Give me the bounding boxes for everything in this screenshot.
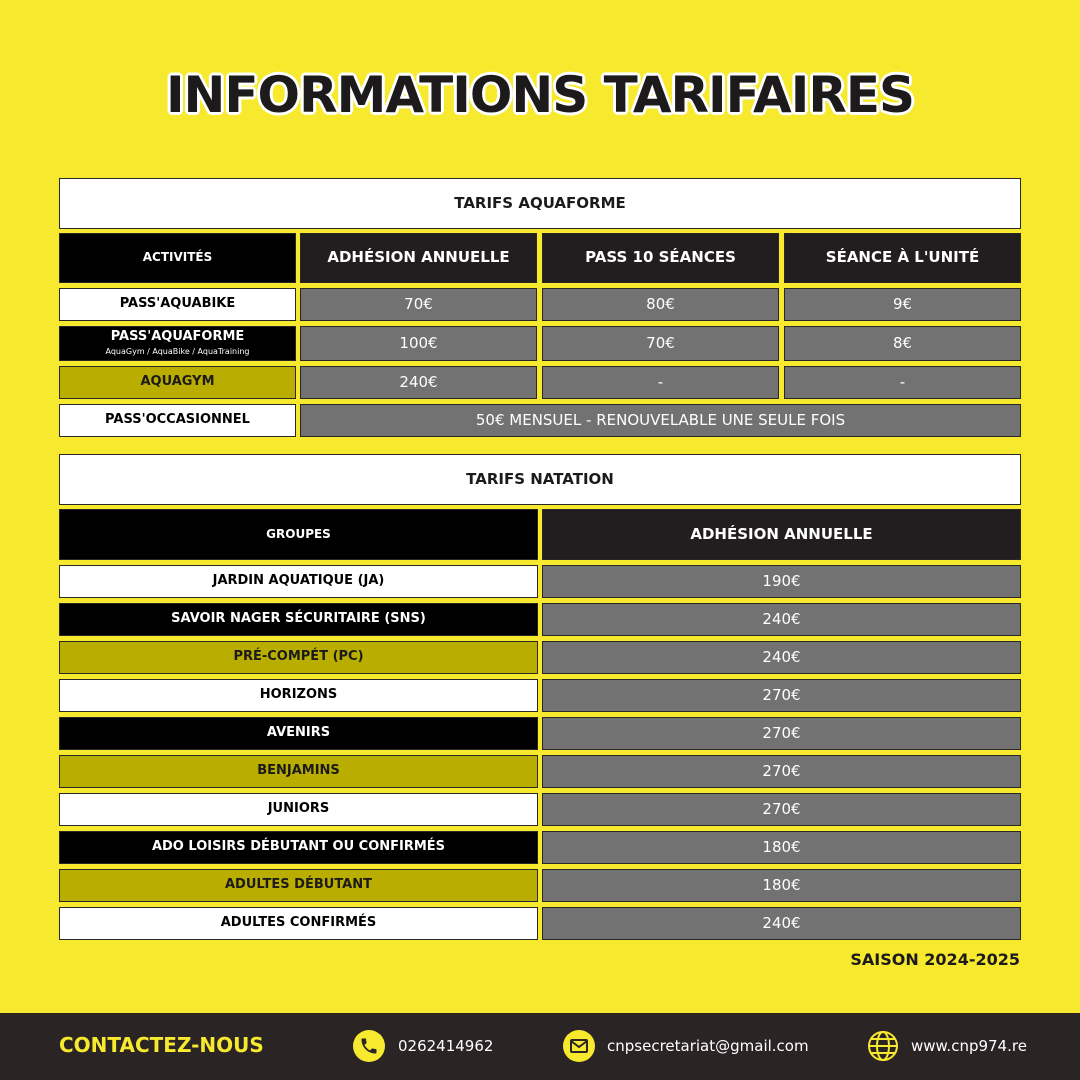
group-price: 270€ [542,755,1021,788]
season-label: SAISON 2024-2025 [850,950,1020,969]
group-label: PRÉ-COMPÉT (PC) [59,641,538,674]
phone-icon [353,1030,385,1062]
group-price: 190€ [542,565,1021,598]
natation-section-title: TARIFS NATATION [59,454,1021,505]
header-adhesion-annuelle: ADHÉSION ANNUELLE [300,233,537,283]
price-cell: 240€ [300,366,537,399]
price-cell: 9€ [784,288,1021,321]
group-label: AVENIRS [59,717,538,750]
group-label: ADO LOISIRS DÉBUTANT OU CONFIRMÉS [59,831,538,864]
header-seance-unite: SÉANCE À L'UNITÉ [784,233,1021,283]
group-price: 270€ [542,793,1021,826]
group-price: 240€ [542,603,1021,636]
group-label: BENJAMINS [59,755,538,788]
globe-icon [867,1030,899,1062]
group-label: HORIZONS [59,679,538,712]
header-groupes: GROUPES [59,509,538,560]
price-cell: 70€ [300,288,537,321]
group-price: 270€ [542,717,1021,750]
group-price: 180€ [542,831,1021,864]
contact-label: CONTACTEZ-NOUS [59,1033,264,1057]
group-price: 240€ [542,641,1021,674]
row-label-pass-aquabike: PASS'AQUABIKE [59,288,296,321]
price-cell: 70€ [542,326,779,361]
row-label-text: PASS'AQUAFORME [110,329,245,345]
group-label: JUNIORS [59,793,538,826]
footer [0,1013,1080,1080]
price-cell-merged: 50€ MENSUEL - RENOUVELABLE UNE SEULE FOIS [300,404,1021,437]
row-label-pass-occasionnel: PASS'OCCASIONNEL [59,404,296,437]
group-label: JARDIN AQUATIQUE (JA) [59,565,538,598]
group-label: ADULTES CONFIRMÉS [59,907,538,940]
price-cell: - [784,366,1021,399]
header-pass-10-seances: PASS 10 SÉANCES [542,233,779,283]
row-label-pass-aquaforme [59,326,296,361]
row-label-aquagym: AQUAGYM [59,366,296,399]
mail-icon [563,1030,595,1062]
page-title: INFORMATIONS TARIFAIRES [165,66,915,124]
phone-number[interactable]: 0262414962 [398,1037,494,1055]
group-label: SAVOIR NAGER SÉCURITAIRE (SNS) [59,603,538,636]
price-cell: 100€ [300,326,537,361]
website-link[interactable]: www.cnp974.re [911,1037,1027,1055]
header-adhesion-annuelle-natation: ADHÉSION ANNUELLE [542,509,1021,560]
group-price: 270€ [542,679,1021,712]
group-label: ADULTES DÉBUTANT [59,869,538,902]
price-cell: 80€ [542,288,779,321]
row-sublabel: AquaGym / AquaBike / AquaTraining [105,347,250,357]
email-link[interactable]: cnpsecretariat@gmail.com [607,1037,809,1055]
price-cell: 8€ [784,326,1021,361]
header-activites: ACTIVITÉS [59,233,296,283]
group-price: 240€ [542,907,1021,940]
group-price: 180€ [542,869,1021,902]
price-cell: - [542,366,779,399]
aquaforme-section-title: TARIFS AQUAFORME [59,178,1021,229]
